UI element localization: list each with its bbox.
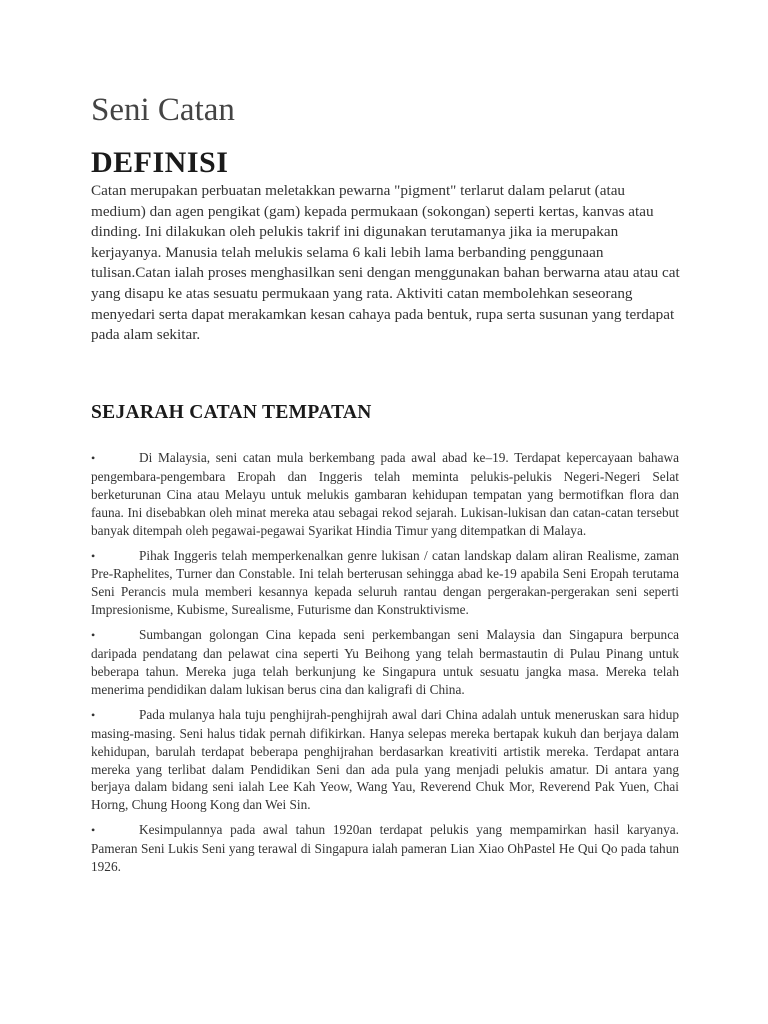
- sejarah-bullet-item: [91, 449, 679, 540]
- bullet-icon: •: [91, 628, 96, 643]
- bullet-icon: •: [91, 707, 96, 722]
- bullet-text: Kesimpulannya pada awal tahun 1920an terdapat pelukis yang mempamirkan hasil karyanya. Pameran Seni Lukis Seni yang terawal di Singapura ialah pameran Lian Xiao OhPastel He Qui Qo pada tahun 1926.: [91, 822, 679, 875]
- sejarah-bullet-item: [91, 821, 679, 876]
- definisi-paragraph: Catan merupakan perbuatan meletakkan pewarna "pigment" terlarut dalam pelarut (atau medium) dan agen pengikat (gam) kepada permukaan (sokongan) seperti kertas, kanvas atau dinding. Ini dilakukan oleh pelukis takrif ini digunakan terutamanya jika ia merupakan kerjayanya. Manusia telah melukis selama 6 kali lebih lama berbanding penggunaan tulisan.Catan ialah proses menghasilkan seni dengan menggunakan bahan berwarna atau atau cat yang disapu ke atas sesuatu permukaan yang rata. Aktiviti catan membolehkan seseorang menyedari serta dapat merakamkan kesan cahaya pada bentuk, rupa serta susunan yang terdapat pada alam sekitar.: [91, 182, 680, 344]
- sejarah-bullet-list: [91, 449, 679, 883]
- bullet-text: Di Malaysia, seni catan mula berkembang pada awal abad ke–19. Terdapat kepercayaan bahawa pengembara-pengembara Eropah dan Inggeris telah meminta pelukis-pelukis Negeri-Negeri Selat berketurunan Cina atau Melayu untuk melukis gambaran kehidupan tempatan yang bermotifkan flora dan fauna. Ini disebabkan oleh minat mereka atau sebagai rekod sejarah. Lukisan-lukisan dan catan-catan tersebut banyak ditempah oleh pegawai-pegawai Syarikat Hindia Timur yang ditempatkan di Malaya.: [91, 450, 679, 538]
- definisi-heading: DEFINISI: [91, 146, 229, 179]
- sejarah-bullet-item: [91, 706, 679, 814]
- bullet-text: Pihak Inggeris telah memperkenalkan genre lukisan / catan landskap dalam aliran Realisme, zaman Pre-Raphelites, Turner dan Constable. Ini telah berterusan sehingga abad ke-19 apabila Seni Eropah terutama Seni Perancis mula memberi kesannya kepada seluruh rantau dengan pergerakan-pergerakan seni seperti Impresionisme, Kubisme, Surealisme, Futurisme dan Konstruktivisme.: [91, 547, 679, 618]
- page-title: Seni Catan: [91, 92, 235, 128]
- bullet-text: Sumbangan golongan Cina kepada seni perkembangan seni Malaysia dan Singapura berpunca daripada pendatang dan pelawat cina seperti Yu Beihong yang telah bermastautin di Pulau Pinang untuk beberapa tahun. Mereka juga telah berkunjung ke Singapura untuk sesuatu jangka masa. Mereka telah menerima pendidikan dalam lukisan berus cina dan kaligrafi di China.: [91, 627, 679, 697]
- bullet-icon: •: [91, 548, 96, 563]
- bullet-text: Pada mulanya hala tuju penghijrah-penghijrah awal dari China adalah untuk meneruskan sara hidup masing-masing. Seni halus tidak pernah difikirkan. Hanya selepas mereka bertapak kukuh dan berjaya dalam kehidupan, barulah terdapat beberapa penghijrahan berdasarkan kreativiti artistik mereka. Terdapat antara mereka yang terlibat dalam Pendidikan Seni dan ada pula yang menjadi pelukis amatur. Di antara yang berjaya dalam bidang seni ialah Lee Kah Yeow, Wang Yau, Reverend Chuk Mor, Reverend Pak Yuen, Chai Horng, Chung Hoong Kong dan Wei Sin.: [91, 706, 679, 813]
- bullet-icon: •: [91, 451, 96, 465]
- bullet-icon: •: [91, 823, 96, 838]
- sejarah-bullet-item: [91, 547, 679, 620]
- sejarah-heading: SEJARAH CATAN TEMPATAN: [91, 402, 372, 423]
- sejarah-bullet-item: [91, 626, 679, 699]
